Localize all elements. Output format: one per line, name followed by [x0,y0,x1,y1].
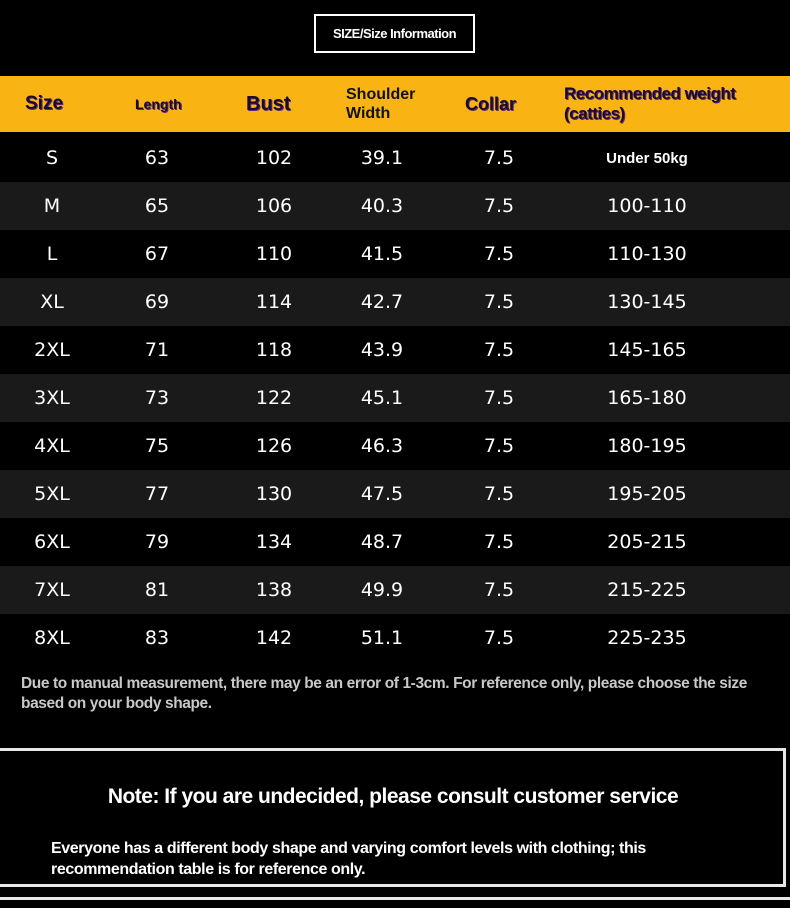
cell-bust: 102 [255,147,293,169]
cell-shoulder-width: 51.1 [360,627,404,649]
note-box [0,748,786,887]
table-row [0,278,790,326]
cell-length: 81 [144,579,170,601]
cell-recommended-weight: 100-110 [607,195,687,217]
measurement-disclaimer: Due to manual measurement, there may be an error of 1-3cm. For reference only, please choose the size based on your body shape. [21,675,747,712]
cell-length: 63 [144,147,170,169]
cell-size: 8XL [34,627,70,649]
cell-size: L [46,243,58,265]
table-row [0,326,790,374]
cell-length: 77 [144,483,170,505]
cell-size: XL [40,291,64,313]
cell-collar: 7.5 [483,627,515,649]
cell-shoulder-width: 46.3 [360,435,404,457]
cell-length: 83 [144,627,170,649]
cell-bust: 114 [255,291,293,313]
cell-recommended-weight: 110-130 [607,243,687,265]
cell-recommended-weight: 145-165 [607,339,687,361]
cell-shoulder-width: 41.5 [360,243,404,265]
cell-bust: 138 [255,579,293,601]
table-header [0,76,790,132]
cell-size: 3XL [34,387,70,409]
cell-size: S [45,147,59,169]
cell-collar: 7.5 [483,291,515,313]
table-row [0,518,790,566]
cell-length: 73 [144,387,170,409]
cell-shoulder-width: 40.3 [360,195,404,217]
cell-recommended-weight: 205-215 [607,531,687,553]
table-row [0,374,790,422]
cell-shoulder-width: 43.9 [360,339,404,361]
cell-size: 2XL [34,339,70,361]
cell-shoulder-width: 39.1 [360,147,404,169]
table-row [0,422,790,470]
cell-length: 79 [144,531,170,553]
header-length: Length [135,96,182,112]
cell-recommended-weight: 180-195 [607,435,687,457]
cell-recommended-weight: 215-225 [607,579,687,601]
cell-size: M [43,195,61,217]
cell-bust: 122 [255,387,293,409]
cell-collar: 7.5 [483,339,515,361]
cell-size: 6XL [34,531,70,553]
header-collar: Collar [465,93,517,114]
cell-bust: 134 [255,531,293,553]
cell-shoulder-width: 45.1 [360,387,404,409]
cell-recommended-weight: 130-145 [607,291,687,313]
cell-size: 5XL [34,483,70,505]
table-row [0,470,790,518]
cell-recommended-weight: 165-180 [607,387,687,409]
header-bust: Bust [246,92,291,115]
table-row [0,134,790,182]
size-info-title: SIZE/Size Information [314,14,475,53]
header-size: Size [25,93,64,114]
cell-size: 4XL [34,435,70,457]
cell-collar: 7.5 [483,387,515,409]
cell-recommended-weight: Under 50kg [606,149,688,167]
cell-shoulder-width: 49.9 [360,579,404,601]
cell-length: 69 [144,291,170,313]
cell-shoulder-width: 48.7 [360,531,404,553]
cell-collar: 7.5 [483,579,515,601]
note-body: Everyone has a different body shape and varying comfort levels with clothing; this recommendation table is for reference only. [51,840,646,878]
table-row [0,566,790,614]
cell-collar: 7.5 [483,435,515,457]
cell-recommended-weight: 195-205 [607,483,687,505]
cell-bust: 110 [255,243,293,265]
cell-size: 7XL [34,579,70,601]
header-recommended-weight: Recommended weight (catties) [564,84,736,123]
divider [0,897,790,900]
cell-length: 65 [144,195,170,217]
cell-bust: 130 [255,483,293,505]
note-title: Note: If you are undecided, please consult customer service [107,785,679,808]
cell-collar: 7.5 [483,483,515,505]
header-shoulder-width: Shoulder Width [346,86,416,122]
table-row [0,230,790,278]
cell-length: 67 [144,243,170,265]
cell-bust: 126 [255,435,293,457]
cell-collar: 7.5 [483,243,515,265]
table-row [0,614,790,662]
cell-collar: 7.5 [483,147,515,169]
cell-collar: 7.5 [483,195,515,217]
cell-shoulder-width: 42.7 [360,291,404,313]
cell-length: 71 [144,339,170,361]
cell-recommended-weight: 225-235 [607,627,687,649]
cell-bust: 106 [255,195,293,217]
cell-shoulder-width: 47.5 [360,483,404,505]
cell-length: 75 [144,435,170,457]
cell-bust: 118 [255,339,293,361]
cell-bust: 142 [255,627,293,649]
table-row [0,182,790,230]
cell-collar: 7.5 [483,531,515,553]
